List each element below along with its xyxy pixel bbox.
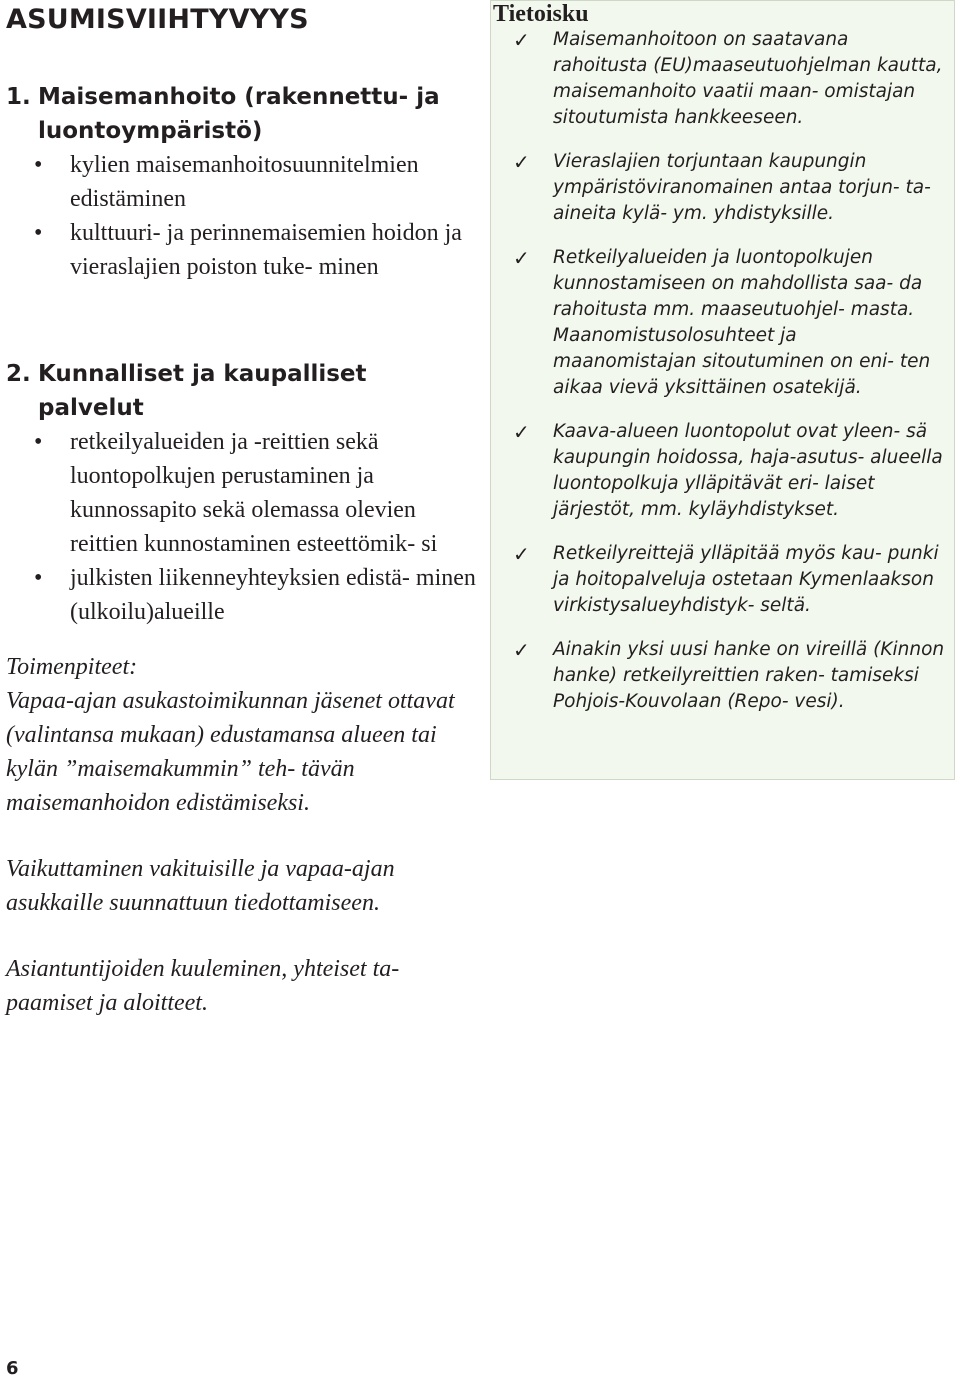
bullet-icon: • — [34, 565, 43, 591]
list-item — [6, 561, 476, 629]
section-heading-text: Kunnalliset ja kaupalliset palvelut — [38, 361, 367, 421]
info-item-text: Maisemanhoitoon on saatavana rahoitusta (EU)maaseutuohjelman kautta, maisemanhoito vaatii maan- omistajan sitoutumista hankkeeseen. — [553, 29, 943, 128]
measures-block — [6, 650, 486, 1020]
bullet-icon: • — [34, 220, 43, 246]
info-item — [491, 419, 951, 523]
list-item — [6, 425, 476, 561]
list-item-text: kulttuuri- ja perinnemaisemien hoidon ja vieraslajien poiston tuke- minen — [70, 220, 462, 280]
section-heading-text: Maisemanhoito (rakennettu- ja luontoympäristö) — [38, 84, 440, 144]
info-box-title: Tietoisku — [493, 1, 589, 27]
checkmark-icon: ✓ — [513, 28, 530, 52]
section-maisemanhoito — [6, 80, 476, 284]
bullet-icon: • — [34, 152, 43, 178]
bullet-icon: • — [34, 429, 43, 455]
info-item-text: Vieraslajien torjuntaan kaupungin ympäristöviranomainen antaa torjun- ta-aineita kylä- ym. yhdistyksille. — [553, 151, 931, 224]
info-item-text: Retkeilyreittejä ylläpitää myös kau- punki ja hoitopalveluja ostetaan Kymenlaakson virkistysalueyhdistyk- seltä. — [553, 543, 939, 616]
bullet-list — [6, 425, 476, 629]
list-item-text: kylien maisemanhoitosuunnitelmien edistäminen — [70, 152, 419, 212]
info-item — [491, 245, 951, 401]
measures-paragraph: Vaikuttaminen vakituisille ja vapaa-ajan asukkaille suunnattuun tiedottamiseen. — [6, 856, 395, 916]
measures-heading: Toimenpiteet: — [6, 654, 138, 680]
section-heading — [6, 357, 476, 425]
section-heading — [6, 80, 476, 148]
checkmark-icon: ✓ — [513, 420, 530, 444]
page-title: ASUMISVIIHTYVYYS — [6, 4, 309, 35]
info-item-text: Kaava-alueen luontopolut ovat yleen- sä kaupungin hoidossa, haja-asutus- alueella luontopolkuja ylläpitävät eri- laiset järjestöt, mm. kyläyhdistykset. — [553, 421, 943, 520]
page-number: 6 — [6, 1358, 19, 1379]
measures-paragraph: Vapaa-ajan asukastoimikunnan jäsenet ottavat (valintansa mukaan) edustamansa alueen tai kylän ”maisemakummin” teh- tävän maisemanhoidon edistämiseksi. — [6, 688, 455, 816]
info-item — [491, 27, 951, 131]
info-box — [490, 0, 955, 780]
checkmark-icon: ✓ — [513, 150, 530, 174]
bullet-list — [6, 148, 476, 284]
section-palvelut — [6, 357, 476, 629]
info-item — [491, 541, 951, 619]
list-item-text: retkeilyalueiden ja -reittien sekä luontopolkujen perustaminen ja kunnossapito sekä olemassa olevien reittien kunnostaminen esteettömik- si — [70, 429, 438, 557]
info-item — [491, 149, 951, 227]
section-number: 1. — [6, 84, 31, 110]
list-item — [6, 148, 476, 216]
info-item — [491, 637, 951, 715]
checkmark-icon: ✓ — [513, 246, 530, 270]
info-list — [491, 27, 951, 733]
section-number: 2. — [6, 361, 31, 387]
list-item — [6, 216, 476, 284]
list-item-text: julkisten liikenneyhteyksien edistä- minen (ulkoilu)alueille — [70, 565, 476, 625]
checkmark-icon: ✓ — [513, 638, 530, 662]
info-item-text: Retkeilyalueiden ja luontopolkujen kunnostamiseen on mahdollista saa- da rahoitusta mm. maaseutuohjel- masta. Maanomistusolosuhteet ja maanomistajan sitoutuminen on eni- ten aikaa vievä yksittäinen osatekijä. — [553, 247, 931, 398]
checkmark-icon: ✓ — [513, 542, 530, 566]
measures-paragraph: Asiantuntijoiden kuuleminen, yhteiset ta- paamiset ja aloitteet. — [6, 956, 400, 1016]
info-item-text: Ainakin yksi uusi hanke on vireillä (Kinnon hanke) retkeilyreittien raken- tamiseksi Pohjois-Kouvolaan (Repo- vesi). — [553, 639, 945, 712]
